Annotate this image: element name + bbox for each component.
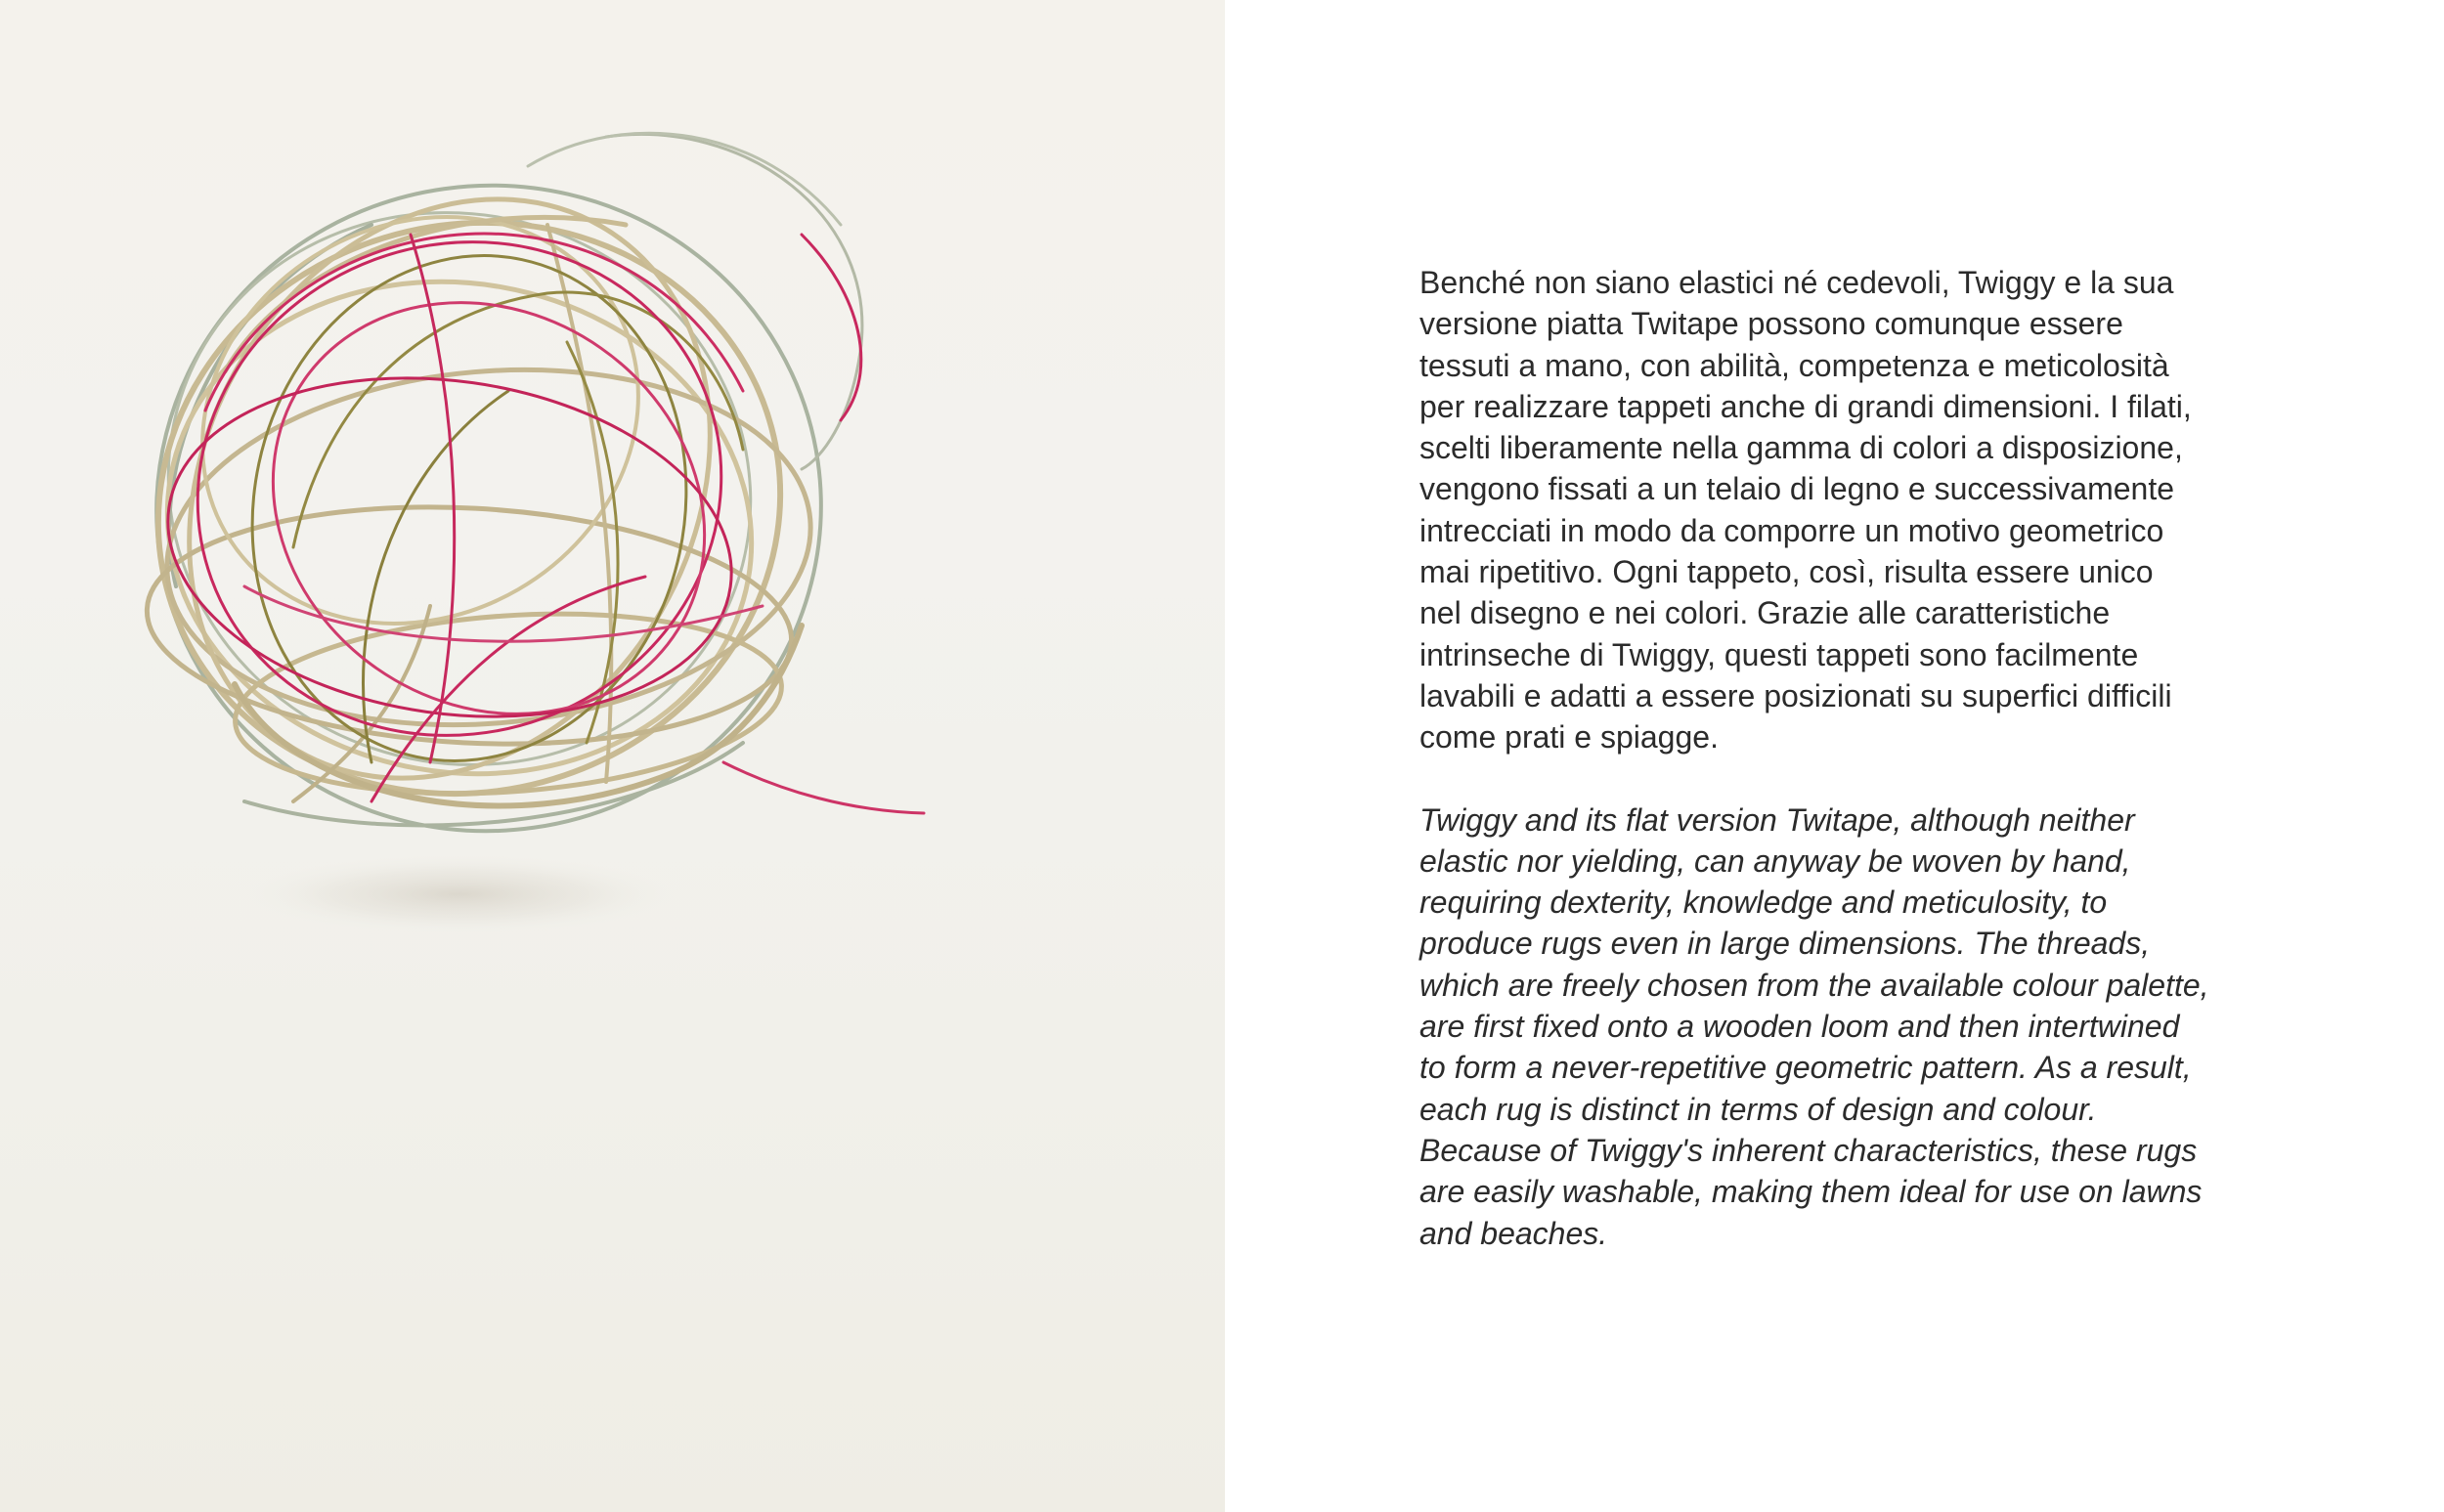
ball-shadow <box>244 855 675 933</box>
text-column <box>1419 262 2299 1254</box>
english-paragraph: Twiggy and its flat version Twitape, although neither elastic nor yielding, can anyway be woven by hand, requiring dexterity, knowledge and meticulosity, to produce rugs even in large dimensions. The threads, which are freely chosen from the available colour palette, are first fixed onto a wooden loom and then intertwined to form a never-repetitive geometric pattern. As a result, each rug is distinct in terms of design and colour. Because of Twiggy's inherent characteristics, these rugs are easily washable, making them ideal for use on lawns and beaches. <box>1419 801 2209 1251</box>
italian-paragraph: Benché non siano elastici né cedevoli, Twiggy e la sua versione piatta Twitape possono comunque essere tessuti a mano, con abilità, competenza e meticolosità per realizzare tappeti anche di grandi dimensioni. I filati, scelti liberamente nella gamma di colori a disposizione, vengono fissati a un telaio di legno e successivamente intrecciati in modo da comporre un motivo geometrico mai ripetitivo. Ogni tappeto, così, risulta essere unico nel disegno e nei colori. Grazie alle caratteristiche intrinseche di Twiggy, questi tappeti sono facilmente lavabili e adatti a essere posizionati su superfici difficili come prati e spiagge. <box>1419 265 2192 756</box>
beige-strands <box>86 105 845 874</box>
